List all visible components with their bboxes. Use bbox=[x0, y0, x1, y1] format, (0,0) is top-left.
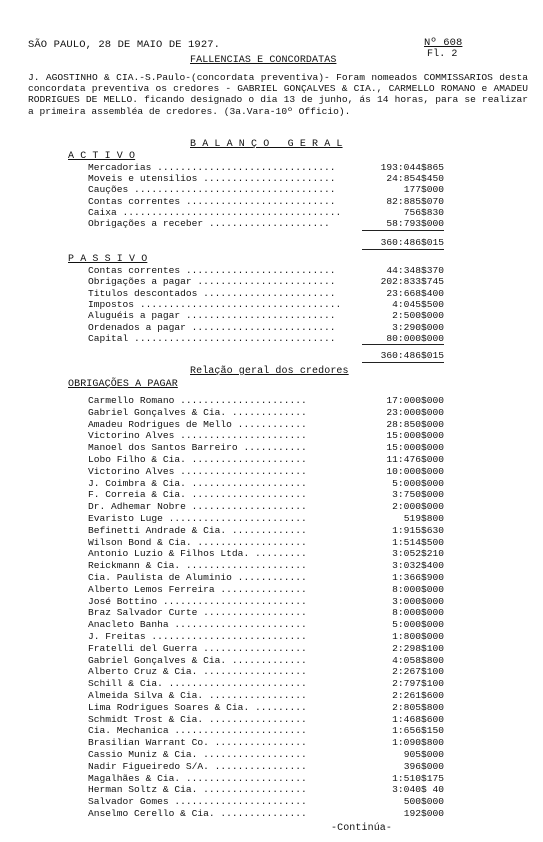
creditor-label: Magalhães & Cia. ..................... bbox=[88, 772, 307, 784]
activo-title: A C T I V O bbox=[68, 151, 136, 162]
creditor-value: 11:476$000 bbox=[383, 454, 444, 465]
creditor-row bbox=[88, 666, 444, 677]
creditor-label: Almeida Silva & Cia. ................. bbox=[88, 690, 307, 701]
creditor-value: 8:000$000 bbox=[389, 607, 444, 618]
creditor-row bbox=[88, 407, 444, 418]
creditor-value: 1:468$600 bbox=[389, 714, 444, 725]
creditor-value: 8:000$000 bbox=[389, 584, 444, 595]
creditor-value: 1:656$150 bbox=[389, 725, 444, 736]
creditor-value: 4:058$800 bbox=[389, 655, 444, 666]
creditor-label: Salvador Gomes ....................... bbox=[88, 796, 307, 808]
creditor-value: 2:298$100 bbox=[389, 643, 444, 654]
creditor-value: 1:090$800 bbox=[389, 737, 444, 748]
creditor-row bbox=[88, 607, 444, 618]
dateline: SÃO PAULO, 28 DE MAIO DE 1927. bbox=[28, 39, 221, 51]
creditor-value: 5:000$000 bbox=[389, 478, 444, 489]
activo-label: Mercadorias ............................... bbox=[88, 162, 336, 173]
creditor-label: Lobo Filho & Cia. .................... bbox=[88, 454, 307, 465]
creditor-label: Lima Rodrigues Soares & Cia. ......... bbox=[88, 701, 307, 713]
sheet-number: Fl. 2 bbox=[427, 49, 458, 60]
creditor-row bbox=[88, 572, 444, 583]
creditor-row bbox=[88, 784, 444, 795]
activo-total: 360:486$015 bbox=[380, 237, 444, 248]
activo-row bbox=[88, 173, 444, 184]
passivo-label: Contas correntes .......................... bbox=[88, 265, 336, 276]
creditor-row bbox=[88, 631, 444, 642]
passivo-row bbox=[88, 322, 444, 333]
passivo-value: 23:668$400 bbox=[383, 288, 444, 299]
creditor-row bbox=[88, 454, 444, 465]
creditor-label: Anselmo Cerello & Cia. ............... bbox=[88, 808, 307, 819]
activo-value: 193:044$865 bbox=[378, 162, 444, 173]
creditor-label: Amadeu Rodrigues de Mello ............ bbox=[88, 418, 307, 430]
creditor-value: 10:000$000 bbox=[383, 466, 444, 477]
creditor-label: Alberto Cruz & Cia. .................. bbox=[88, 666, 307, 678]
activo-value: 58:793$000 bbox=[383, 218, 444, 229]
passivo-value: 4:045$500 bbox=[389, 299, 444, 310]
creditor-row bbox=[88, 702, 444, 713]
creditor-label: Gabriel Gonçalves & Cia. ............. bbox=[88, 406, 307, 418]
passivo-row bbox=[88, 333, 444, 344]
continua-note: -Continúa- bbox=[331, 823, 393, 834]
creditor-label: Alberto Lemos Ferreira ............... bbox=[88, 583, 307, 595]
activo-label: Cauções ................................... bbox=[88, 184, 336, 196]
creditor-label: J. Coimbra & Cia. .................... bbox=[88, 477, 307, 489]
activo-value: 82:885$070 bbox=[383, 196, 444, 207]
passivo-row bbox=[88, 276, 444, 287]
creditor-value: 396$000 bbox=[401, 761, 444, 772]
creditor-value: 1:510$175 bbox=[389, 773, 444, 784]
creditor-row bbox=[88, 419, 444, 430]
creditor-label: Cia. Paulista de Aluminio ............ bbox=[88, 572, 307, 583]
intro-paragraph: J. AGOSTINHO & CIA.-S.Paulo-(concordata preventiva)- Foram nomeados COMMISSARIOS desta concordata preventiva os credores - GABRIEL GONÇALVES & CIA., CARMELLO ROMANO e AMADEU RODRIGUES DE MELLO. ficando designado o dia 13 de junho, ás 14 horas, para se realizar a primeira assembléa de credores. (3a.Vara-10º Officio). bbox=[28, 72, 528, 117]
passivo-label: Aluguéis a pagar .......................... bbox=[88, 310, 336, 322]
creditor-value: 1:514$500 bbox=[389, 537, 444, 548]
creditor-value: 5:000$000 bbox=[389, 619, 444, 630]
creditor-label: Cassio Muniz & Cia. .................. bbox=[88, 749, 307, 760]
activo-label: Contas correntes .......................... bbox=[88, 195, 336, 207]
creditor-label: Wilson Bond & Cia. ................... bbox=[88, 536, 307, 548]
obrigacoes-title: OBRIGAÇÕES A PAGAR bbox=[68, 379, 178, 390]
creditor-row bbox=[88, 430, 444, 441]
creditor-value: 519$800 bbox=[401, 513, 444, 524]
creditor-row bbox=[88, 737, 444, 748]
creditor-label: Antonio Luzio & Filhos Ltda. ......... bbox=[88, 548, 307, 560]
creditor-label: J. Freitas ........................... bbox=[88, 631, 307, 642]
creditor-label: Fratelli del Guerra .................. bbox=[88, 642, 307, 654]
activo-label: Moveis e utensilios ....................... bbox=[88, 173, 336, 185]
activo-row bbox=[88, 162, 444, 173]
creditor-value: 23:000$000 bbox=[383, 407, 444, 418]
creditor-row bbox=[88, 525, 444, 536]
creditor-value: 2:797$100 bbox=[389, 678, 444, 689]
document-number: Nº 608 bbox=[424, 37, 463, 49]
creditor-label: Brasilian Warrant Co. ................ bbox=[88, 737, 307, 749]
creditor-row bbox=[88, 395, 444, 406]
creditor-label: Gabriel Gonçalves & Cia. ............. bbox=[88, 654, 307, 666]
creditor-value: 15:000$000 bbox=[383, 430, 444, 441]
passivo-total-rule bbox=[362, 362, 444, 363]
creditor-value: 1:366$900 bbox=[389, 572, 444, 583]
creditor-row bbox=[88, 489, 444, 500]
creditor-label: Reickmann & Cia. ..................... bbox=[88, 560, 307, 572]
creditor-label: Befinetti Andrade & Cia. ............. bbox=[88, 524, 307, 536]
creditor-value: 500$000 bbox=[401, 796, 444, 807]
creditor-value: 2:000$000 bbox=[389, 501, 444, 512]
creditor-label: Dr. Adhemar Nobre .................... bbox=[88, 501, 307, 513]
passivo-value: 44:348$370 bbox=[383, 265, 444, 276]
relacao-title: Relação geral dos credores bbox=[190, 366, 349, 377]
passivo-label: Capital ................................... bbox=[88, 332, 336, 344]
creditor-value: 192$000 bbox=[401, 808, 444, 819]
activo-label: Obrigações a receber ..................... bbox=[88, 218, 330, 229]
passivo-rule bbox=[362, 344, 444, 345]
passivo-row bbox=[88, 310, 444, 321]
creditor-value: 1:800$000 bbox=[389, 631, 444, 642]
creditor-row bbox=[88, 749, 444, 760]
creditor-value: 2:261$600 bbox=[389, 690, 444, 701]
activo-row bbox=[88, 184, 444, 195]
creditor-label: Victorino Alves ...................... bbox=[88, 465, 307, 477]
creditor-value: 3:000$000 bbox=[389, 596, 444, 607]
balanco-title: B A L A N Ç O G E R A L bbox=[190, 139, 343, 150]
creditor-row bbox=[88, 714, 444, 725]
creditor-row bbox=[88, 478, 444, 489]
creditor-row bbox=[88, 596, 444, 607]
creditor-value: 3:040$ 40 bbox=[389, 784, 444, 795]
creditor-row bbox=[88, 548, 444, 559]
activo-value: 177$000 bbox=[401, 184, 444, 195]
passivo-row bbox=[88, 265, 444, 276]
creditor-value: 17:000$000 bbox=[383, 395, 444, 406]
creditor-label: Evaristo Luge ........................ bbox=[88, 513, 307, 524]
section-title: FALLENCIAS E CONCORDATAS bbox=[190, 55, 337, 66]
passivo-value: 3:290$000 bbox=[389, 322, 444, 333]
creditor-label: Anacleto Banha ....................... bbox=[88, 619, 307, 631]
activo-total-rule bbox=[362, 249, 444, 250]
passivo-label: Impostos ................................... bbox=[88, 298, 342, 310]
creditor-label: Braz Salvador Curte .................. bbox=[88, 607, 307, 619]
passivo-label: Titulos descontados ....................... bbox=[88, 287, 336, 299]
passivo-label: Obrigações a pagar ........................ bbox=[88, 276, 336, 288]
creditor-value: 15:000$000 bbox=[383, 442, 444, 453]
creditor-row bbox=[88, 643, 444, 654]
creditor-value: 28:850$000 bbox=[383, 419, 444, 430]
creditor-row bbox=[88, 584, 444, 595]
creditor-value: 1:915$630 bbox=[389, 525, 444, 536]
creditor-row bbox=[88, 560, 444, 571]
creditor-row bbox=[88, 619, 444, 630]
creditor-label: F. Correia & Cia. .................... bbox=[88, 489, 307, 501]
creditor-label: José Bottino ......................... bbox=[88, 595, 307, 607]
passivo-value: 202:833$745 bbox=[378, 276, 444, 287]
creditor-row bbox=[88, 513, 444, 524]
passivo-label: Ordenados a pagar ......................... bbox=[88, 321, 336, 333]
creditor-label: Nadir Figueiredo S/A. ................ bbox=[88, 760, 307, 772]
creditor-row bbox=[88, 808, 444, 819]
creditor-value: 2:805$800 bbox=[389, 702, 444, 713]
creditor-row bbox=[88, 796, 444, 807]
creditor-row bbox=[88, 725, 444, 736]
creditor-value: 3:032$400 bbox=[389, 560, 444, 571]
creditor-row bbox=[88, 773, 444, 784]
creditor-label: Carmello Romano ...................... bbox=[88, 395, 307, 406]
creditor-label: Schill & Cia. ........................ bbox=[88, 678, 307, 690]
passivo-title: P A S S I V O bbox=[68, 254, 148, 265]
creditor-row bbox=[88, 690, 444, 701]
activo-value: 756$830 bbox=[401, 207, 444, 218]
activo-label: Caixa ...................................... bbox=[88, 206, 342, 218]
creditor-label: Manoel dos Santos Barreiro ........... bbox=[88, 442, 307, 454]
activo-rule bbox=[362, 230, 444, 231]
creditor-label: Herman Soltz & Cia. .................. bbox=[88, 784, 307, 796]
creditor-value: 905$000 bbox=[401, 749, 444, 760]
creditor-row bbox=[88, 655, 444, 666]
creditor-value: 2:267$100 bbox=[389, 666, 444, 677]
creditor-label: Victorino Alves ...................... bbox=[88, 430, 307, 442]
creditor-row bbox=[88, 761, 444, 772]
creditor-label: Cia. Mechanica ....................... bbox=[88, 725, 307, 737]
creditor-value: 3:750$000 bbox=[389, 489, 444, 500]
passivo-row bbox=[88, 299, 444, 310]
creditor-row bbox=[88, 466, 444, 477]
creditor-row bbox=[88, 678, 444, 689]
creditor-row bbox=[88, 537, 444, 548]
passivo-value: 2:500$000 bbox=[389, 310, 444, 321]
passivo-row bbox=[88, 288, 444, 299]
activo-row bbox=[88, 207, 444, 218]
activo-value: 24:854$450 bbox=[383, 173, 444, 184]
activo-row bbox=[88, 196, 444, 207]
activo-row bbox=[88, 218, 444, 229]
creditor-row bbox=[88, 501, 444, 512]
passivo-value: 80:000$000 bbox=[383, 333, 444, 344]
creditor-label: Schmidt Trost & Cia. ................. bbox=[88, 713, 307, 725]
creditor-row bbox=[88, 442, 444, 453]
passivo-total: 360:486$015 bbox=[380, 350, 444, 361]
creditor-value: 3:052$210 bbox=[389, 548, 444, 559]
